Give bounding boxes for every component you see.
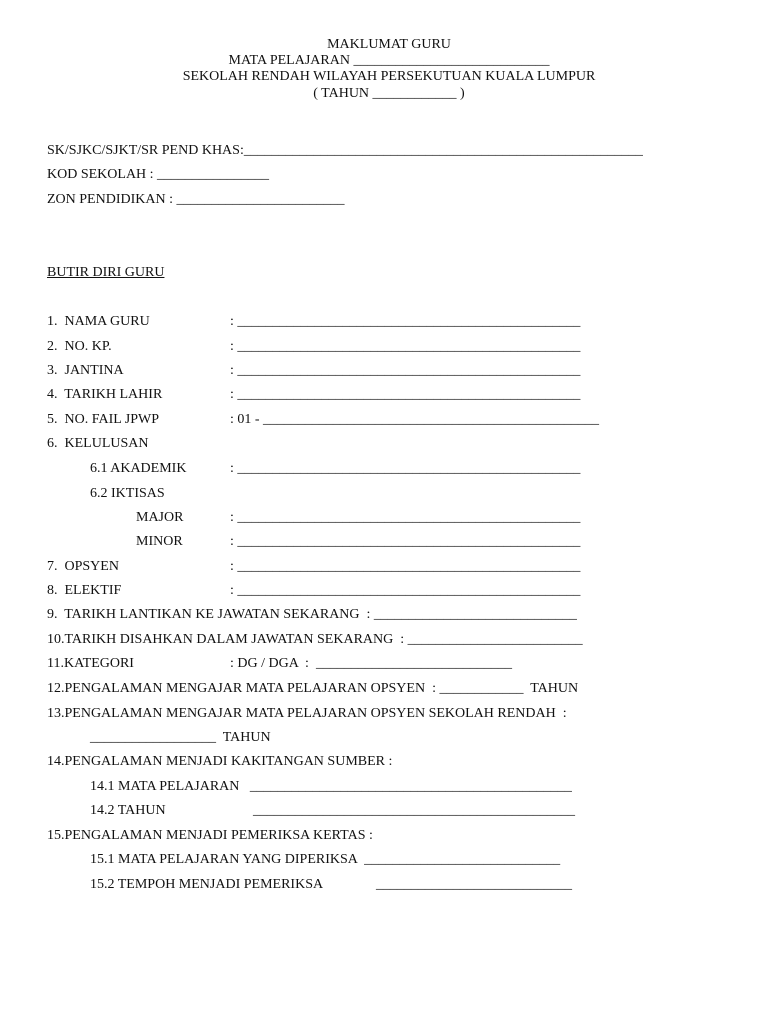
major-label: MAJOR <box>136 510 184 525</box>
item-15-2-label: 15.2 TEMPOH MENJADI PEMERIKSA <box>90 877 324 892</box>
item-15-1-line: 15.1 MATA PELAJARAN YANG DIPERIKSA ____________________________ <box>90 852 561 867</box>
item-3-blank: : _________________________________________________ <box>230 363 581 378</box>
item-8-blank: : _________________________________________________ <box>230 583 581 598</box>
item-14-2-blank: ______________________________________________ <box>253 803 575 818</box>
item-7-label: 7. OPSYEN <box>47 559 119 574</box>
school-type-field: SK/SJKC/SJKT/SR PEND KHAS:_________________________________________________________ <box>47 143 643 158</box>
item-6-1-blank: : _________________________________________________ <box>230 461 581 476</box>
major-blank: : _________________________________________________ <box>230 510 581 525</box>
item-11-value: : DG / DGA : ____________________________ <box>230 656 512 671</box>
item-6-1-label: 6.1 AKADEMIK <box>90 461 187 476</box>
item-14-1-line: 14.1 MATA PELAJARAN ______________________________________________ <box>90 779 572 794</box>
item-1-blank: : _________________________________________________ <box>230 314 581 329</box>
section-heading: BUTIR DIRI GURU <box>47 265 165 280</box>
item-8-label: 8. ELEKTIF <box>47 583 122 598</box>
education-zone-field: ZON PENDIDIKAN : ________________________ <box>47 192 345 207</box>
item-13-line: 13.PENGALAMAN MENGAJAR MATA PELAJARAN OPSYEN SEKOLAH RENDAH : <box>47 706 567 721</box>
minor-label: MINOR <box>136 534 183 549</box>
form-title: MAKLUMAT GURU <box>327 37 451 52</box>
item-6-2-label: 6.2 IKTISAS <box>90 486 165 501</box>
item-2-blank: : _________________________________________________ <box>230 339 581 354</box>
item-3-label: 3. JANTINA <box>47 363 124 378</box>
item-14-2-label: 14.2 TAHUN <box>90 803 166 818</box>
item-5-value: : 01 - ________________________________________________ <box>230 412 600 427</box>
school-line: SEKOLAH RENDAH WILAYAH PERSEKUTUAN KUALA LUMPUR <box>182 69 596 84</box>
item-4-blank: : _________________________________________________ <box>230 387 581 402</box>
item-2-label: 2. NO. KP. <box>47 339 112 354</box>
item-9-line: 9. TARIKH LANTIKAN KE JAWATAN SEKARANG : _____________________________ <box>47 607 577 622</box>
item-1-label: 1. NAMA GURU <box>47 314 150 329</box>
item-15-line: 15.PENGALAMAN MENJADI PEMERIKSA KERTAS : <box>47 828 373 843</box>
item-4-label: 4. TARIKH LAHIR <box>47 387 163 402</box>
item-11-label: 11.KATEGORI <box>47 656 134 671</box>
item-15-2-blank: ____________________________ <box>376 877 572 892</box>
item-7-blank: : _________________________________________________ <box>230 559 581 574</box>
item-14-line: 14.PENGALAMAN MENJADI KAKITANGAN SUMBER : <box>47 754 393 769</box>
minor-blank: : _________________________________________________ <box>230 534 581 549</box>
subject-line: MATA PELAJARAN ____________________________ <box>228 53 550 68</box>
school-code-field: KOD SEKOLAH : ________________ <box>47 167 270 182</box>
item-12-line: 12.PENGALAMAN MENGAJAR MATA PELAJARAN OPSYEN : ____________ TAHUN <box>47 681 579 696</box>
year-line: ( TAHUN ____________ ) <box>313 86 465 101</box>
item-6-label: 6. KELULUSAN <box>47 436 149 451</box>
item-10-line: 10.TARIKH DISAHKAN DALAM JAWATAN SEKARANG : _________________________ <box>47 632 583 647</box>
item-5-label: 5. NO. FAIL JPWP <box>47 412 160 427</box>
item-13-continuation: __________________ TAHUN <box>90 730 271 745</box>
